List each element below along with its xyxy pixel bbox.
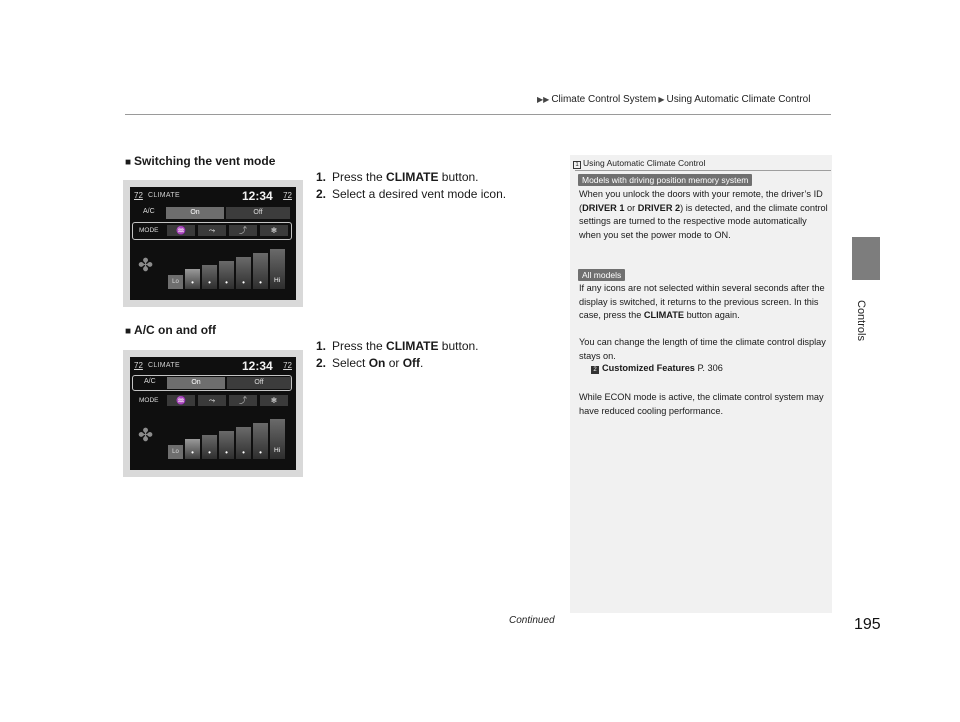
ac-on-button[interactable]: On [167,377,225,389]
page-number: 195 [854,616,881,633]
note-box-title: 1 Using Automatic Climate Control [573,158,705,169]
vent-bilevel-icon[interactable]: ⤳ [198,395,226,406]
fan-level-bar[interactable] [185,439,200,459]
breadcrumb-arrow-icon: ▶▶ [537,95,550,104]
steps-ac: 1. Press the CLIMATE button. 2. Select On or Off. [316,339,479,370]
vent-floor-icon[interactable]: ⤴ [229,225,257,236]
heading-square-icon: ■ [125,326,132,337]
section-heading-vent-mode: ■ Switching the vent mode [125,154,276,168]
steps-vent-mode: 1. Press the CLIMATE button. 2. Select a desired vent mode icon. [316,170,507,201]
section-heading-ac: ■ A/C on and off [125,323,217,337]
screen-title: CLIMATE [148,362,180,369]
header-rule [125,114,831,115]
breadcrumb-automatic-climate[interactable]: Using Automatic Climate Control [666,94,811,105]
vent-floor-defrost-icon[interactable]: ❄ [260,395,288,406]
fan-level-bar[interactable] [253,253,268,289]
ac-off-button[interactable]: Off [226,207,290,219]
fan-lo-button[interactable]: Lo [168,445,183,459]
climate-screen-photo-ac [123,350,303,477]
vent-floor-icon[interactable]: ⤴ [229,395,257,406]
vent-floor-defrost-icon[interactable]: ❄ [260,225,288,236]
breadcrumb-separator-icon: ▶ [658,95,665,104]
vent-face-icon[interactable]: ♒ [167,225,195,236]
fan-level-bar[interactable] [202,435,217,459]
clock: 12:34 [242,359,273,373]
section-tab-marker [852,237,880,280]
clock: 12:34 [242,189,273,203]
fan-hi-label: Hi [274,447,281,454]
fan-icon: ✤ [138,255,154,275]
continued-label: Continued [509,615,555,626]
mode-row: MODE ♒ ⤳ ⤴ ❄ [132,392,292,410]
breadcrumb [535,94,810,105]
section-tab-label: Controls [855,300,867,341]
fan-level-bar[interactable] [236,257,251,289]
fan-hi-label: Hi [274,277,281,284]
note-paragraph-3: You can change the length of time the climate control display stays on. [579,337,826,361]
fan-level-bar[interactable] [202,265,217,289]
fan-level-bar[interactable] [219,261,234,289]
vent-face-icon[interactable]: ♒ [167,395,195,406]
vent-bilevel-icon[interactable]: ⤳ [198,225,226,236]
note-box-rule [575,170,831,171]
temp-left: 72 [134,361,143,370]
breadcrumb-climate-control[interactable]: Climate Control System [551,94,657,105]
note-paragraph-4: While ECON mode is active, the climate control system may have reduced cooling performance. [579,392,824,416]
badge-all-models: All models [578,269,625,281]
climate-screen [130,357,296,470]
fan-level-bar[interactable] [253,423,268,459]
fan-level-bar[interactable] [185,269,200,289]
fan-level-bar[interactable] [236,427,251,459]
badge-memory-models: Models with driving position memory system [578,174,752,186]
fan-icon: ✤ [138,425,154,445]
note-paragraph-2: If any icons are not selected within several seconds after the display is switched, it returns to the previous screen. In this case, press the CLIMATE button again. [579,283,825,321]
temp-right: 72 [283,191,292,200]
fan-level-bar[interactable] [219,431,234,459]
note-icon: 1 [573,161,581,169]
temp-left: 72 [134,191,143,200]
ac-row: A/C On Off [132,206,292,220]
ac-off-button[interactable]: Off [227,377,291,389]
screen-title: CLIMATE [148,192,180,199]
temp-right: 72 [283,361,292,370]
mode-row: MODE ♒ ⤳ ⤴ ❄ [132,222,292,240]
fan-lo-button[interactable]: Lo [168,275,183,289]
xref-arrow-icon: 2 [591,366,599,374]
ac-row: A/C On Off [132,375,292,391]
heading-square-icon: ■ [125,157,132,168]
note-paragraph-1: When you unlock the doors with your remote, the driver’s ID (DRIVER 1 or DRIVER 2) is detected, and the climate control settings are turned to the respective mode automatically when you set the power mode to ON. [579,189,828,240]
climate-screen [130,187,296,300]
climate-screen-photo-vent [123,180,303,307]
cross-reference-link[interactable]: 2 Customized Features P. 306 [591,363,723,374]
ac-on-button[interactable]: On [166,207,224,219]
